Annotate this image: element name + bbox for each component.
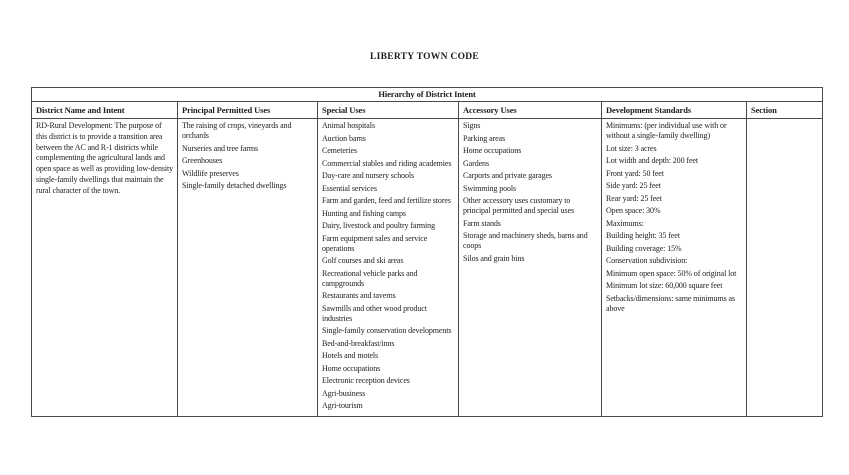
table-caption-row: [32, 88, 823, 102]
list-item: Animal hospitals: [322, 121, 375, 130]
list-item: Side yard: 25 feet: [606, 181, 661, 190]
list-item: Farm stands: [463, 218, 501, 228]
list-item: Home occupations: [463, 146, 522, 155]
list-item: Swimming pools: [463, 183, 517, 193]
list-item: Signs: [463, 121, 481, 130]
list-item: Nurseries and tree farms: [182, 143, 259, 153]
cell-principal-permitted-uses: [178, 119, 318, 417]
district-intent-table: [31, 87, 823, 417]
list-item: Cemeteries: [322, 146, 357, 155]
list-item: Greenhouses: [182, 156, 223, 165]
list-item: Essential services: [322, 183, 377, 193]
list-item: Single-family detached dwellings: [182, 181, 287, 190]
cell-accessory-uses: [459, 119, 602, 417]
list-item: Carports and private garages: [463, 171, 552, 180]
list-item: Farm equipment sales and service operations: [322, 233, 428, 253]
list-item: Minimum open space: 50% of original lot: [606, 268, 737, 278]
list-item: Recreational vehicle parks and campgrounds: [322, 268, 418, 288]
table-header-row: [32, 102, 823, 119]
list-item: Gardens: [463, 158, 489, 168]
list-item: Other accessory uses customary to principal permitted and special uses: [463, 196, 575, 215]
list-item: Home occupations: [322, 363, 381, 373]
cell-district-name-and-intent: [32, 119, 178, 417]
list-item: Minimums: (per individual use with or without a single-family dwelling): [606, 121, 727, 140]
list-item: Setbacks/dimensions: same minimums as above: [606, 293, 735, 313]
list-item: Farm and garden, feed and fertilize stores: [322, 196, 451, 205]
list-item: Commercial stables and riding academies: [322, 158, 452, 168]
district-intent-text: RD-Rural Development: The purpose of this district is to provide a transition area between the AC and R-1 districts while complementing the agricultural lands and open space as well as providing low-density single-family dwellings that maintain the rural character of the town.: [36, 121, 174, 195]
list-item: Wildlife preserves: [182, 168, 239, 178]
list-item: Front yard: 50 feet: [606, 168, 664, 178]
list-item: Rear yard: 25 feet: [606, 193, 662, 203]
table-row: [32, 119, 823, 417]
list-item: Building height: 35 feet: [606, 231, 680, 240]
table-caption: Hierarchy of District Intent: [32, 88, 823, 102]
column-header-special-uses: Special Uses: [318, 102, 459, 119]
list-item: Storage and machinery sheds, barns and coops: [463, 231, 588, 250]
list-item: Day-care and nursery schools: [322, 171, 415, 180]
column-header-development-standards: Development Standards: [602, 102, 747, 119]
list-item: Auction barns: [322, 133, 366, 143]
list-item: Lot size: 3 acres: [606, 143, 657, 153]
column-header-district-name-and-intent: District Name and Intent: [32, 102, 178, 119]
cell-development-standards: [602, 119, 747, 417]
document-title: LIBERTY TOWN CODE: [369, 52, 480, 62]
list-item: Hunting and fishing camps: [322, 208, 406, 218]
list-item: Bed-and-breakfast/inns: [322, 338, 395, 348]
list-item: Agri-business: [322, 388, 366, 398]
list-item: Lot width and depth: 200 feet: [606, 156, 698, 165]
cell-section: [747, 119, 823, 417]
column-header-accessory-uses: Accessory Uses: [459, 102, 602, 119]
list-item: Conservation subdivision:: [606, 256, 688, 265]
list-item: Minimum lot size: 60,000 square feet: [606, 281, 723, 290]
list-item: Open space: 30%: [606, 206, 661, 215]
column-header-section: Section: [747, 102, 823, 119]
list-item: The raising of crops, vineyards and orchards: [182, 121, 292, 140]
list-item: Parking areas: [463, 133, 506, 143]
list-item: Single-family conservation developments: [322, 326, 452, 335]
list-item: Maximums:: [606, 218, 644, 228]
list-item: Hotels and motels: [322, 351, 379, 360]
list-item: Sawmills and other wood product industries: [322, 303, 427, 323]
column-header-principal-permitted-uses: Principal Permitted Uses: [178, 102, 318, 119]
list-item: Dairy, livestock and poultry farming: [322, 221, 435, 230]
list-item: Silos and grain bins: [463, 253, 525, 263]
list-item: Building coverage: 15%: [606, 243, 682, 253]
list-item: Restaurants and taverns: [322, 291, 396, 300]
list-item: Agri-tourism: [322, 401, 363, 410]
cell-special-uses: [318, 119, 459, 417]
list-item: Electronic reception devices: [322, 376, 410, 385]
list-item: Golf courses and ski areas: [322, 256, 404, 265]
